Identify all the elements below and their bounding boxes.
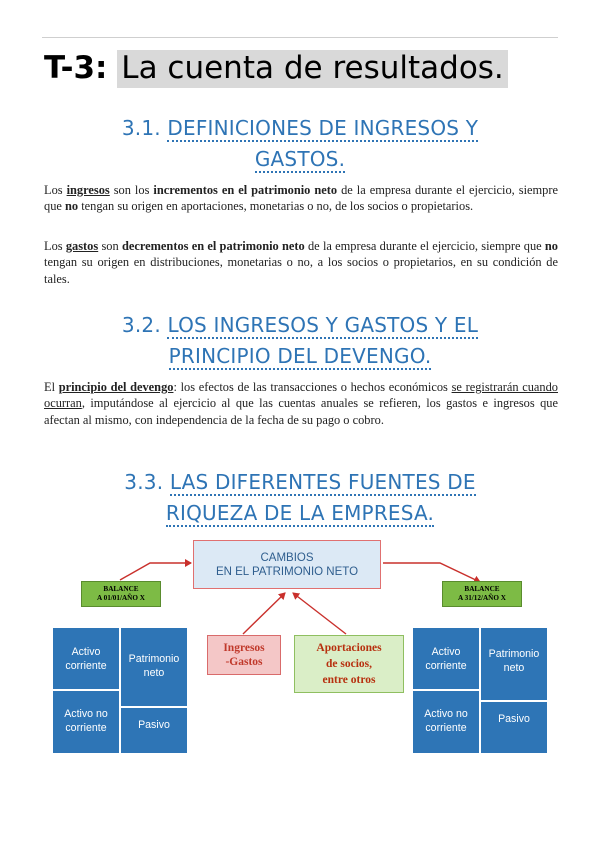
- text: , imputándose al ejercicio al que las cuentas anuales se refieren, los gastos e ingresos que afectan al mismo, con independencia de la fecha de su pago o cobro.: [44, 396, 558, 427]
- box-text: -Gastos: [225, 656, 263, 668]
- balance-date: A 31/12/AÑO X: [458, 594, 506, 602]
- balance-sheet-start: [53, 628, 187, 753]
- cell-text: neto: [503, 662, 525, 674]
- cell-text: corriente: [425, 722, 467, 734]
- aportaciones-box: [294, 635, 404, 693]
- text: tengan su origen en distribuciones, monetarias o no, a los socios o propietarios, en su condición de tales.: [44, 255, 558, 286]
- activo-corriente-cell: [413, 636, 479, 682]
- title-text: La cuenta de resultados.: [117, 50, 508, 88]
- cell-text: Activo no: [64, 708, 108, 720]
- cell-text: neto: [143, 667, 165, 679]
- section-heading-3-2: [40, 310, 560, 372]
- cell-text: Activo: [431, 646, 461, 658]
- text: El: [44, 380, 59, 394]
- term-devengo: principio del devengo: [58, 380, 174, 394]
- balance-date: A 01/01/AÑO X: [97, 594, 145, 602]
- emphasis: decrementos en el patrimonio neto: [121, 239, 305, 253]
- text: son los: [109, 183, 154, 197]
- arrow-left-to-center: [120, 563, 191, 580]
- cell-text: Pasivo: [498, 713, 530, 725]
- section-number: 3.2.: [121, 313, 161, 337]
- emphasis: no: [65, 199, 79, 214]
- cell-text: Pasivo: [138, 719, 170, 731]
- balance-title: BALANCE: [103, 585, 139, 593]
- box-text: entre otros: [322, 674, 376, 686]
- arrow-aportaciones-up: [293, 593, 346, 634]
- activo-no-corriente-cell: [413, 698, 479, 744]
- divider: [413, 689, 479, 691]
- wealth-sources-diagram: [0, 535, 600, 765]
- text: Los: [44, 183, 67, 197]
- pasivo-cell: [481, 704, 547, 734]
- activo-no-corriente-cell: [53, 698, 119, 744]
- cell-text: corriente: [65, 660, 107, 672]
- section-title-line1: LAS DIFERENTES FUENTES DE: [169, 470, 476, 494]
- section-title-line2: PRINCIPIO DEL DEVENGO.: [168, 344, 432, 368]
- cell-text: corriente: [425, 660, 467, 672]
- text: de la empresa durante el ejercicio, siempre que: [304, 239, 545, 253]
- term-gastos: gastos: [65, 239, 99, 253]
- pasivo-cell: [121, 710, 187, 740]
- text: tengan su origen en aportaciones, monetarias o no, de los socios o propietarios.: [78, 199, 474, 214]
- underlined-text: se registrarán cuando ocurran: [44, 380, 558, 411]
- box-text: Aportaciones: [316, 642, 382, 654]
- paragraph-gastos: [44, 238, 558, 287]
- box-text: de socios,: [325, 658, 372, 670]
- divider: [481, 700, 547, 702]
- cell-text: Patrimonio: [488, 648, 540, 660]
- text: Los: [44, 239, 66, 253]
- balance-start-label: [81, 581, 161, 607]
- section-title-line2: RIQUEZA DE LA EMPRESA.: [165, 501, 435, 525]
- cambios-patrimonio-box: [193, 540, 381, 589]
- cell-text: Activo: [71, 646, 101, 658]
- paragraph-ingresos: [44, 182, 558, 215]
- arrow-ingresos-up: [243, 593, 285, 634]
- ingresos-gastos-box: [207, 635, 281, 675]
- arrow-center-to-right: [383, 563, 480, 582]
- patrimonio-neto-cell: [121, 643, 187, 689]
- page-title: [44, 46, 564, 90]
- term-ingresos: ingresos: [66, 183, 110, 197]
- cell-text: Activo no: [424, 708, 468, 720]
- cambios-label: CAMBIOS: [260, 551, 314, 564]
- divider: [53, 689, 119, 691]
- divider: [121, 706, 187, 708]
- activo-corriente-cell: [53, 636, 119, 682]
- balance-title: BALANCE: [464, 585, 500, 593]
- cell-text: Patrimonio: [128, 653, 180, 665]
- emphasis: no: [544, 239, 558, 253]
- emphasis: incrementos en el patrimonio neto: [153, 183, 338, 197]
- top-rule: [42, 37, 558, 38]
- section-heading-3-1: [40, 113, 560, 175]
- section-title-line2: GASTOS.: [254, 147, 346, 171]
- patrimonio-neto-cell: [481, 638, 547, 684]
- section-heading-3-3: [40, 467, 560, 529]
- patrimonio-neto-label: EN EL PATRIMONIO NETO: [215, 565, 359, 578]
- section-title-line1: DEFINICIONES DE INGRESOS Y: [167, 116, 479, 140]
- text: son: [98, 239, 122, 253]
- box-text: Ingresos: [223, 642, 265, 654]
- section-number: 3.3.: [124, 470, 164, 494]
- balance-end-label: [442, 581, 522, 607]
- text: de la empresa durante el ejercicio, siempre que: [44, 183, 558, 214]
- section-number: 3.1.: [121, 116, 161, 140]
- title-number: T-3:: [44, 50, 108, 86]
- cell-text: corriente: [65, 722, 107, 734]
- text: : los efectos de las transacciones o hechos económicos: [173, 380, 452, 394]
- paragraph-devengo: [44, 379, 558, 428]
- balance-sheet-end: [413, 628, 547, 753]
- section-title-line1: LOS INGRESOS Y GASTOS Y EL: [167, 313, 479, 337]
